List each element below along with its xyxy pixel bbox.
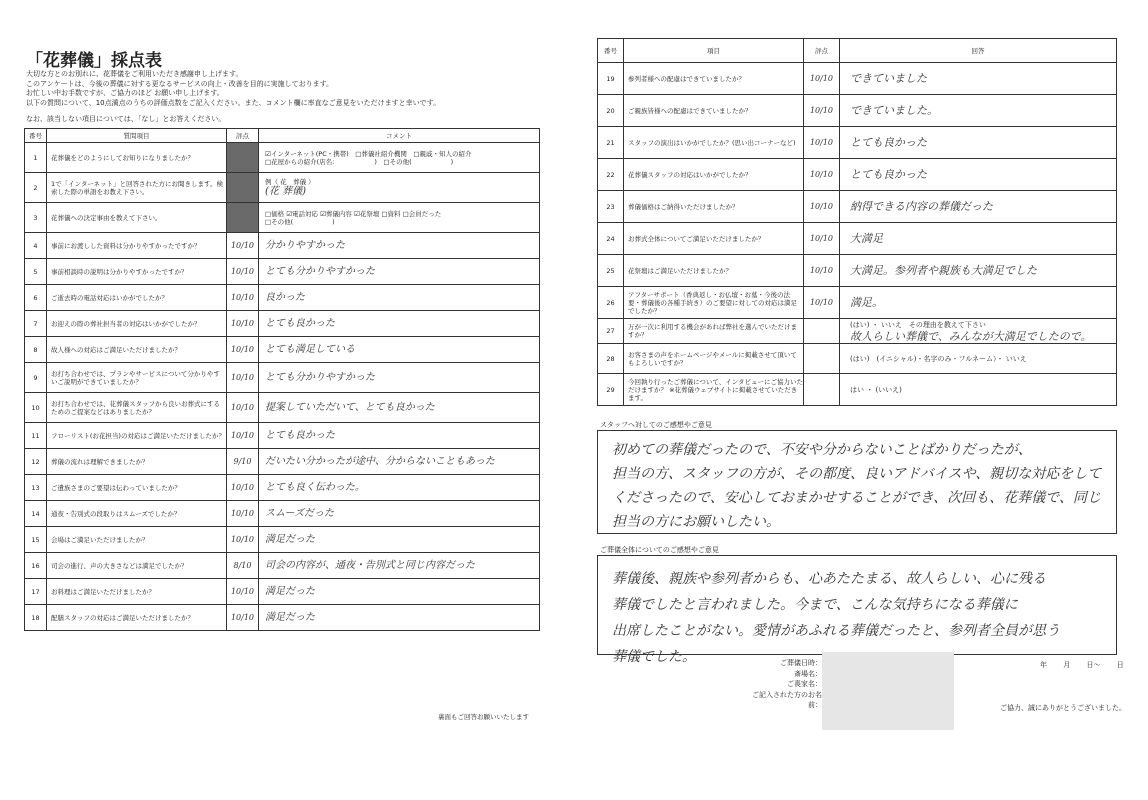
table-row [598,374,1117,406]
table-row [598,287,1117,319]
score-cell: 10/10 [227,259,259,285]
intro-text [26,70,536,125]
row-number: 8 [25,337,47,363]
table-row [25,233,540,259]
row-number: 21 [598,127,624,159]
comment-cell [259,579,540,605]
comment-cell [259,527,540,553]
handwritten-comment: 満足だった [265,534,315,545]
header-comment: コメント [259,129,540,143]
question-text: お打ち合わせでは、プランやサービスについて分かりやすいご説明ができていましたか？ [47,363,227,393]
handwritten-answer: 納得できる内容の葬儀だった [850,199,993,213]
score-cell [804,344,840,374]
header-score: 評点 [804,39,840,63]
row-number: 10 [25,393,47,423]
handwritten-comment: 満足だった [265,586,315,597]
question-text: ご逝去時の電話対応はいかがでしたか？ [47,285,227,311]
row-number: 16 [25,553,47,579]
header-no: 番号 [25,129,47,143]
header-score: 評点 [227,129,259,143]
row-number: 17 [25,579,47,605]
answer-cell [840,319,1117,344]
question-text: お迎えの際の葬社担当者の対応はいかがでしたか？ [47,311,227,337]
answer-cell [840,159,1117,191]
table-row [25,553,540,579]
score-cell: 10/10 [227,311,259,337]
answer-cell [840,63,1117,95]
handwritten-answer: できていました [850,71,927,85]
handwritten-line: 出席したことがない。愛情があふれる葬儀だったと、参列者全員が思う [612,623,1060,639]
handwritten-comment: スムーズだった [265,508,334,519]
staff-comment-box [597,430,1117,534]
row-number: 6 [25,285,47,311]
score-cell [227,173,259,203]
table-row [25,501,540,527]
table-row [25,143,540,173]
question-text: 通夜・告別式の段取りはスムーズでしたか？ [47,501,227,527]
row-number: 26 [598,287,624,319]
table-row [598,95,1117,127]
handwritten-line: 担当の方、スタッフの方が、その都度、良いアドバイスや、親切な対応をして [612,466,1102,482]
handwritten-answer: できていました。 [850,103,938,117]
question-text: 配膳スタッフの対応はご満足いただけましたか？ [47,605,227,631]
score-cell: 10/10 [804,191,840,223]
question-text: 葬儀の流れは理解できましたか？ [47,449,227,475]
answer-cell [840,223,1117,255]
intro-line: なお、該当しない項目については、「なし」とお答えください。 [26,115,226,123]
option-text: □花屋からの紹介(店名： ) □その他( ) [265,157,454,166]
row-number: 13 [25,475,47,501]
answer-cell [840,287,1117,319]
item-text: 葬儀価格はご納得いただけましたか？ [624,191,804,223]
score-cell: 10/10 [227,579,259,605]
handwritten-comment: とても分かりやすかった [265,372,375,383]
intro-line: 以下の質問について、10点満点のうちの評価点数をご記入ください。また、コメント欄に率直なご意見をいただけますと幸いです。 [26,98,441,107]
score-cell: 10/10 [227,423,259,449]
item-text: お葬式全体についてご満足いただけましたか？ [624,223,804,255]
table-row [598,191,1117,223]
table-row [598,127,1117,159]
row-number: 14 [25,501,47,527]
question-text: 1で「インターネット」と回答された方にお聞きします。検索した際の単語をお教え下さい。 [47,173,227,203]
question-text: 花葬儀をどのようにしてお知りになりましたか？ [47,143,227,173]
row-number: 25 [598,255,624,287]
score-cell: 10/10 [227,337,259,363]
comment-cell [259,501,540,527]
answer-cell [840,127,1117,159]
option-text: (はい) ・ いいえ その理由を教えて下さい [850,321,986,329]
handwritten-comment: 良かった [265,292,305,303]
option-text: ☑インターネット(PC・携帯) □葬儀社紹介機関 □親戚・知人の紹介 [265,149,472,158]
comment-cell [259,259,540,285]
handwritten-comment: だいたい分かったが途中、分からないこともあった [265,456,495,467]
score-cell: 10/10 [227,527,259,553]
score-cell: 10/10 [804,127,840,159]
intro-line: お忙しい中お手数ですが、ご協力のほど お願い申し上げます。 [26,89,224,97]
date-fields: 年 月 日〜 日 [1040,661,1124,669]
score-cell: 10/10 [804,223,840,255]
table-row [25,311,540,337]
handwritten-comment: とても良かった [265,318,335,329]
question-text: お打ち合わせでは、花葬儀スタッフから良いお葬式にするためのご提案などはありましたか？ [47,393,227,423]
table-header-row [598,39,1117,63]
score-cell [804,374,840,406]
answer-cell [840,255,1117,287]
item-text: 花葬儀スタッフの対応はいかがでしたか？ [624,159,804,191]
question-text: フローリスト(お花担当)の対応はご満足いただけましたか？ [47,423,227,449]
table-row [25,527,540,553]
table-row [598,319,1117,344]
row-number: 12 [25,449,47,475]
comment-cell [259,233,540,259]
question-text: 事前相談時の説明は分かりやすかったですか？ [47,259,227,285]
thanks-message: ご協力、誠にありがとうございました。 [1000,704,1126,712]
overall-comment-label: ご葬儀全体についてのご感想やご意見 [600,546,719,554]
score-cell: 10/10 [804,287,840,319]
item-text: スタッフの演出はいかがでしたか？(思い出コーナーなど) [624,127,804,159]
answer-cell [840,374,1117,406]
row-number: 15 [25,527,47,553]
handwritten-comment: 提案していただいて、とても良かった [265,402,435,413]
row-number: 5 [25,259,47,285]
handwritten-line: 初めての葬儀だったので、不安や分からないことばかりだったが、 [612,442,1032,458]
handwritten-line: 葬儀でしたと言われました。今まで、こんな気持ちになる葬儀に [612,597,1018,613]
handwritten-comment: とても良く伝わった。 [265,482,365,493]
answer-cell [840,344,1117,374]
table-row [25,393,540,423]
question-text: お料理はご満足いただけましたか？ [47,579,227,605]
comment-cell [259,203,540,233]
handwritten-comment: 分かりやすかった [265,240,345,251]
table-row [25,285,540,311]
handwritten-answer: とても良かった [850,167,927,181]
item-text: 今回執り行ったご葬儀について、インタビューにご協力いただけますか？ ※花葬儀ウェブサイトに掲載させていただきます。 [624,374,804,406]
table-row [25,259,540,285]
table-row [25,337,540,363]
answer-cell [840,191,1117,223]
score-cell: 9/10 [227,449,259,475]
header-item: 項目 [624,39,804,63]
score-cell: 10/10 [804,63,840,95]
handwritten-answer: 大満足。参列者や親族も大満足でした [850,263,1037,277]
score-cell [804,319,840,344]
score-cell: 10/10 [804,159,840,191]
row-number: 4 [25,233,47,259]
handwritten-answer: 故人らしい葬儀で、みんなが大満足でしたので。 [850,330,1092,343]
funeral-info-labels [740,658,822,711]
comment-cell [259,393,540,423]
handwritten-comment: 満足だった [265,612,315,623]
comment-cell [259,605,540,631]
comment-cell [259,423,540,449]
handwritten-answer: とても良かった [850,135,927,149]
comment-cell [259,173,540,203]
family-name-label: ご喪家名： [787,680,822,688]
handwritten-answer: 大満足 [850,231,883,245]
table-row [25,363,540,393]
handwritten-answer: 満足。 [850,295,883,309]
item-text: 参列者様への配慮はできていましたか？ [624,63,804,95]
handwritten-line: 担当の方にお願いしたい。 [612,514,780,530]
score-cell: 10/10 [227,475,259,501]
comment-cell [259,363,540,393]
question-text: 花葬儀への決定事由を教えて下さい。 [47,203,227,233]
row-number: 28 [598,344,624,374]
handwritten-line: くださったので、安心しておまかせすることができ、次回も、花葬儀で、同じ [612,490,1101,506]
score-cell: 10/10 [227,501,259,527]
row-number: 29 [598,374,624,406]
table-row [598,255,1117,287]
right-survey-table [597,38,1117,406]
score-cell: 8/10 [227,553,259,579]
score-cell: 10/10 [227,363,259,393]
left-survey-table [24,128,540,631]
header-question: 質問項目 [47,129,227,143]
row-number: 3 [25,203,47,233]
respondent-name-label: ご記入された方のお名前： [752,690,822,709]
table-row [25,579,540,605]
option-text: (はい) (イニシャル)・名字のみ・フルネーム）・ いいえ [850,354,1027,363]
comment-cell [259,285,540,311]
table-row [598,159,1117,191]
row-number: 9 [25,363,47,393]
redacted-info-block [822,652,954,730]
survey-title: 「花葬儀」採点表 [26,51,162,71]
row-number: 19 [598,63,624,95]
score-cell [227,143,259,173]
handwritten-comment: とても満足している [265,344,355,355]
handwritten-line: 葬儀後、親族や参列者からも、心あたたまる、故人らしい、心に残る [612,571,1046,587]
score-cell: 10/10 [227,393,259,423]
footer-note: 裏面もご回答お願いいたします [438,713,529,721]
comment-cell [259,553,540,579]
table-row [25,475,540,501]
handwritten-comment: とても良かった [265,430,335,441]
handwritten-comment: 司会の内容が、通夜・告別式と同じ内容だった [265,560,475,571]
header-answer: 回答 [840,39,1117,63]
handwritten-line: 葬儀でした。 [612,649,696,665]
comment-cell [259,475,540,501]
funeral-date-label: ご葬儀日時： [780,659,822,667]
item-text: 花祭壇はご満足いただけましたか？ [624,255,804,287]
table-row [25,449,540,475]
option-text: □その他( ) [265,217,335,226]
item-text: 万が一次に利用する機会があれば弊社を選んでいただけますか？ [624,319,804,344]
row-number: 11 [25,423,47,449]
table-row [25,203,540,233]
item-text: アフターサポート（香典返し・お仏壇・お墓・今後の法要・葬儀後の各種手続き）のご要望に対しての対応は満足でしたか？ [624,287,804,319]
score-cell: 10/10 [804,95,840,127]
row-number: 18 [25,605,47,631]
score-cell: 10/10 [227,605,259,631]
venue-label: 斎場名： [794,669,822,678]
row-number: 27 [598,319,624,344]
table-row [25,173,540,203]
row-number: 7 [25,311,47,337]
question-text: 事前にお渡しした資料は分かりやすかったですか？ [47,233,227,259]
row-number: 22 [598,159,624,191]
intro-line: 大切な方とのお別れに、花葬儀をご利用いただき感謝申し上げます。 [26,70,243,78]
comment-cell [259,337,540,363]
row-number: 24 [598,223,624,255]
score-cell [227,203,259,233]
question-text: 故人様への対応はご満足いただけましたか？ [47,337,227,363]
question-text: 会場はご満足いただけましたか？ [47,527,227,553]
table-header-row [25,129,540,143]
staff-comment-label: スタッフへ対してのご感想やご意見 [600,421,712,429]
score-cell: 10/10 [227,285,259,311]
question-text: ご遺族さまのご要望は伝わっていましたか？ [47,475,227,501]
option-text: はい ・ (いいえ) [850,385,902,394]
table-row [598,344,1117,374]
item-text: ご親族皆様への配慮はできていましたか？ [624,95,804,127]
row-number: 20 [598,95,624,127]
table-row [598,223,1117,255]
row-number: 1 [25,143,47,173]
row-number: 2 [25,173,47,203]
table-row [25,605,540,631]
option-text: □価格 ☑電話対応 ☑葬儀内容 ☑花祭壇 □資料 □会員だった [265,209,442,218]
score-cell: 10/10 [804,255,840,287]
handwritten-comment: とても分かりやすかった [265,266,375,277]
table-row [598,63,1117,95]
table-row [25,423,540,449]
comment-cell [259,143,540,173]
score-cell: 10/10 [227,233,259,259]
handwritten-comment: (花 葬儀) [265,186,306,197]
option-text: 例（ 花 葬儀 ） [265,178,315,186]
intro-line: このアンケートは、今後の葬儀に対する更なるサービスの向上・改善を目的に実施しております。 [26,79,334,88]
row-number: 23 [598,191,624,223]
header-no: 番号 [598,39,624,63]
answer-cell [840,95,1117,127]
comment-cell [259,311,540,337]
item-text: お客さまの声をホームページやメールに掲載させて頂いてもよろしいですか？ [624,344,804,374]
question-text: 司会の進行、声の大きさなどは満足でしたか？ [47,553,227,579]
comment-cell [259,449,540,475]
